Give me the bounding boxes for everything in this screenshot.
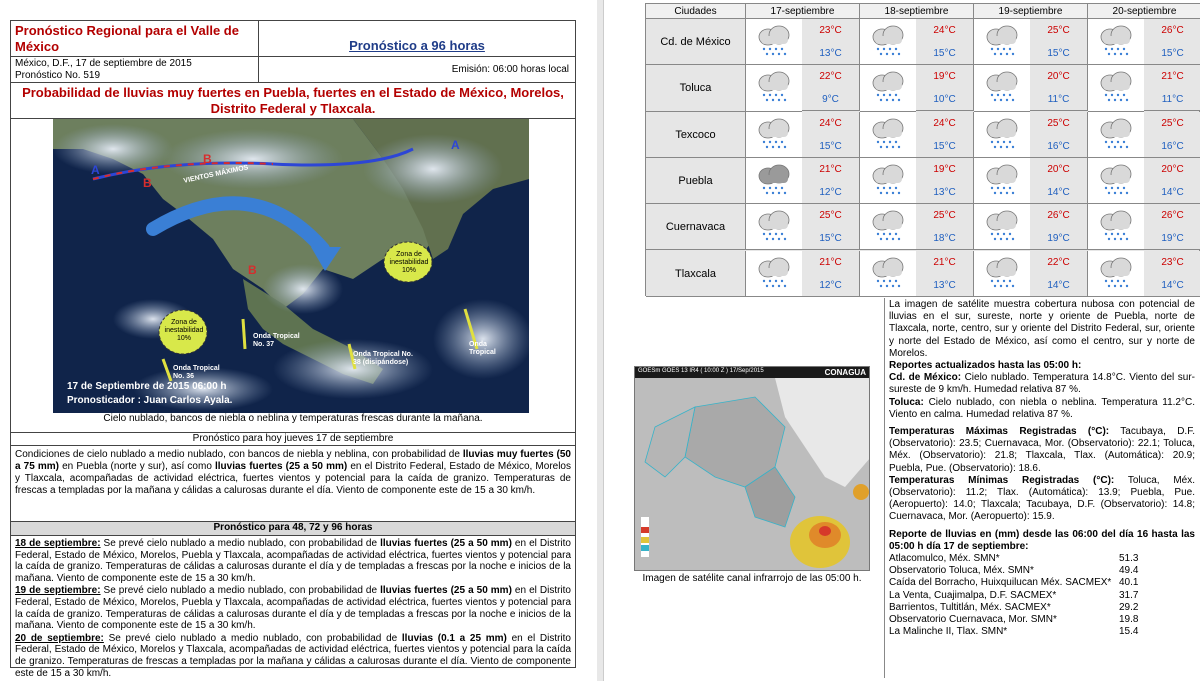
cloud-rain-icon — [982, 25, 1022, 59]
cloud-rain-icon — [754, 210, 794, 244]
min-temp: 10°C — [916, 88, 974, 111]
document-title: Pronóstico Regional para el Valle de México — [11, 21, 259, 57]
satellite-map-graphic — [53, 119, 529, 413]
today-bold-2: lluvias fuertes (25 a 50 mm) — [214, 461, 348, 472]
cdmx-text: Cielo nublado. Temperatura 14.8°C. Viento del sur-sureste de 9 km/h. Humedad relativa 87 %. — [889, 372, 1195, 396]
min-temp: 19°C — [1030, 227, 1088, 250]
forecaster-stamp: Pronosticador : Juan Carlos Ayala. — [67, 395, 233, 406]
cloud-storm-icon — [746, 158, 802, 204]
min-temp: 15°C — [802, 135, 860, 158]
cloud-rain-icon — [1096, 118, 1136, 152]
cloud-rain-icon — [1088, 251, 1144, 297]
cloud-rain-icon — [860, 158, 916, 204]
max-temp: 24°C — [916, 19, 974, 42]
min-temperatures — [889, 475, 1195, 524]
rain-value: 29.2 — [1119, 601, 1139, 613]
max-temp: 20°C — [1144, 158, 1200, 181]
city-name: Puebla — [646, 158, 746, 204]
cloud-rain-icon — [1088, 158, 1144, 204]
min-temp: 13°C — [916, 274, 974, 297]
max-temp: 23°C — [1144, 251, 1200, 274]
min-temp: 19°C — [1144, 227, 1200, 250]
svg-text:B: B — [248, 263, 257, 277]
cloud-rain-icon — [1088, 204, 1144, 250]
day-text-1: Se prevé cielo nublado a medio nublado, con probabilidad de — [100, 538, 381, 549]
day-text-1: Se prevé cielo nublado a medio nublado, con probabilidad de — [100, 585, 381, 597]
min-temp: 15°C — [1030, 42, 1088, 65]
satellite-ir-caption: Imagen de satélite canal infrarrojo de las 05:00 h. — [642, 573, 862, 584]
min-temp: 11°C — [1030, 88, 1088, 111]
satellite-caption: Cielo nublado, bancos de niebla o neblina y temperaturas frescas durante la mañana. — [103, 413, 483, 424]
min-temperatures-label: Temperaturas Mínimas Registradas (°C): — [889, 474, 1115, 486]
min-temp: 16°C — [1144, 135, 1200, 158]
rain-report-title: Reporte de lluvias en (mm) desde las 06:00 del día 16 hasta las 05:00 h día 17 de septiembre: — [889, 528, 1195, 552]
wave-37-label: Onda Tropical No. 37 — [253, 333, 300, 348]
max-temp: 24°C — [916, 112, 974, 135]
date-header: 17-septiembre — [746, 4, 860, 19]
satellite-ir-image — [634, 366, 870, 571]
cloud-rain-icon — [860, 204, 916, 250]
cloud-rain-icon — [982, 257, 1022, 291]
rain-value: 51.3 — [1119, 553, 1139, 565]
max-temp: 20°C — [1030, 65, 1088, 88]
day-text-2: en el Distrito Federal, Estado de México, Morelos, Puebla y Tlaxcala, acompañadas de actividad eléctrica, fuertes vientos y potencial para la caída de granizo. Temperaturas de cálidas a calurosas durante el día y de templadas a frescas por la noche e inicios de la mañana. Viento de componente este de 15 a 30 km/h. — [15, 538, 571, 584]
max-temp: 21°C — [802, 158, 860, 181]
max-temp: 26°C — [1030, 204, 1088, 227]
cloud-rain-icon — [746, 251, 802, 297]
cloud-rain-icon — [860, 19, 916, 65]
min-temp: 15°C — [1144, 42, 1200, 65]
min-temp: 15°C — [916, 135, 974, 158]
cloud-rain-icon — [754, 257, 794, 291]
rain-row — [889, 565, 1195, 577]
cloud-rain-icon — [746, 204, 802, 250]
day-label: 18 de septiembre: — [15, 538, 101, 549]
max-temp: 21°C — [802, 251, 860, 274]
cloud-rain-icon — [754, 25, 794, 59]
outlook-text — [11, 536, 575, 679]
cloud-rain-icon — [868, 164, 908, 198]
rain-row — [889, 590, 1195, 602]
date-header: 20-septiembre — [1088, 4, 1200, 19]
satellite-section — [11, 119, 575, 432]
max-temp: 26°C — [1144, 204, 1200, 227]
svg-text:A: A — [91, 163, 100, 177]
min-temp: 12°C — [802, 274, 860, 297]
max-temp: 25°C — [1144, 112, 1200, 135]
outlook-title: Pronóstico para 48, 72 y 96 horas — [11, 522, 575, 536]
satellite-map — [53, 119, 529, 413]
svg-text:B: B — [203, 152, 212, 166]
rain-value: 49.4 — [1119, 565, 1139, 577]
cloud-rain-icon — [746, 112, 802, 158]
cloud-rain-icon — [1096, 164, 1136, 198]
min-temp: 12°C — [802, 181, 860, 204]
forecast-table — [645, 3, 1200, 296]
cdmx-report — [889, 372, 1195, 396]
observations-report — [884, 298, 1199, 678]
max-temp: 25°C — [802, 204, 860, 227]
cities-header: Ciudades — [646, 4, 746, 19]
city-name: Cd. de México — [646, 19, 746, 65]
rain-value: 15.4 — [1119, 626, 1139, 638]
day-label: 19 de septiembre: — [15, 585, 101, 597]
max-temperatures-text: Tacubaya, D.F. (Observatorio): 23.5; Cuernavaca, Mor. (Observatorio): 22.1; Toluca, Méx. (Observatorio): 21.8; Tlaxcala, Tlax. (Automática): 20.9; Puebla, Pue. (Observatorio): 18.6. — [889, 426, 1195, 474]
cloud-rain-icon — [1096, 25, 1136, 59]
max-temp: 21°C — [916, 251, 974, 274]
rain-row — [889, 614, 1195, 626]
forecast-document — [10, 20, 576, 679]
toluca-label: Toluca: — [889, 396, 924, 408]
rain-value: 40.1 — [1119, 577, 1139, 589]
cloud-rain-icon — [982, 71, 1022, 105]
min-temp: 14°C — [1144, 274, 1200, 297]
today-text-2: en Puebla (norte y sur), así como — [59, 461, 215, 472]
day-bold: lluvias fuertes (25 a 50 mm) — [380, 538, 512, 549]
rain-row — [889, 626, 1195, 638]
rain-report-list — [889, 553, 1195, 638]
max-temp: 26°C — [1144, 19, 1200, 42]
today-text-3: en el Distrito Federal, Estado de México, Morelos y Tlaxcala, acompañadas de actividad eléctrica, fuertes vientos y potencial para la caída de granizo. Temperaturas de frescas a templadas por la mañana y cálidas a calurosas durante el día. Viento de componente este de 15 a 30 km/h. — [15, 461, 571, 496]
cloud-rain-icon — [746, 19, 802, 65]
instability-zone-gulf-label: Zona de inestabilidad 10% — [389, 251, 429, 274]
cloud-rain-icon — [1088, 112, 1144, 158]
min-temp: 15°C — [802, 227, 860, 250]
forecast-number: Pronóstico No. 519 — [15, 70, 101, 81]
toluca-text: Cielo nublado, con niebla o neblina. Temperatura 11.2°C. Viento en calma. Humedad relativa 87 %. — [889, 396, 1195, 420]
outlook-day-20 — [15, 633, 571, 679]
cloud-rain-icon — [974, 19, 1030, 65]
cloud-rain-icon — [1096, 71, 1136, 105]
today-text-1: Condiciones de cielo nublado a medio nublado, con bancos de niebla y neblina, con probabilidad de — [15, 449, 463, 460]
satellite-ir-header: GOESm GOES 13 IR4 ( 10:00 Z ) 17/Sep/2015 — [638, 368, 764, 374]
max-temp: 25°C — [1030, 112, 1088, 135]
left-page — [0, 0, 597, 681]
date-block — [11, 57, 259, 83]
rain-station: La Venta, Cuajimalpa, D.F. SACMEX* — [889, 589, 1057, 601]
max-temp: 25°C — [1030, 19, 1088, 42]
cloud-rain-icon — [868, 210, 908, 244]
rain-row — [889, 602, 1195, 614]
day-label: 20 de septiembre: — [15, 632, 104, 644]
cloud-rain-icon — [1096, 210, 1136, 244]
rain-station: La Malinche II, Tlax. SMN* — [889, 626, 1008, 638]
wave-38-label: Onda Tropical No. 38 (disipándose) — [353, 351, 413, 366]
cloud-rain-icon — [982, 210, 1022, 244]
max-temp: 22°C — [1030, 251, 1088, 274]
svg-text:A: A — [451, 138, 460, 152]
rain-row — [889, 553, 1195, 565]
day-bold: lluvias (0.1 a 25 mm) — [401, 632, 507, 644]
forecast-period-title: Pronóstico a 96 horas — [259, 21, 575, 57]
date-header: 18-septiembre — [860, 4, 974, 19]
cloud-rain-icon — [868, 118, 908, 152]
updated-title: Reportes actualizados hasta las 05:00 h: — [889, 360, 1082, 372]
max-temp: 25°C — [916, 204, 974, 227]
max-temp: 19°C — [916, 65, 974, 88]
outlook-day-18 — [15, 538, 571, 584]
max-temp: 23°C — [802, 19, 860, 42]
min-temp: 18°C — [916, 227, 974, 250]
report-intro: La imagen de satélite muestra cobertura nubosa con potencial de lluvias en el sur, sureste, norte y oriente de Puebla, norte de Tlaxcala, norte, centro, sur y oriente del Distrito Federal, sur, oriente y norte del Estado de México, así como el centro, sur y norte de Morelos. — [889, 299, 1195, 359]
max-temp: 24°C — [802, 112, 860, 135]
cloud-rain-icon — [754, 71, 794, 105]
max-temp: 21°C — [1144, 65, 1200, 88]
conagua-logo: CONAGUA — [824, 368, 866, 377]
cloud-rain-icon — [974, 65, 1030, 111]
cloud-rain-icon — [860, 112, 916, 158]
map-date-stamp: 17 de Septiembre de 2015 06:00 h — [67, 381, 227, 392]
max-temperatures — [889, 426, 1195, 475]
cloud-rain-icon — [754, 118, 794, 152]
cloud-rain-icon — [868, 71, 908, 105]
max-temp: 19°C — [916, 158, 974, 181]
max-temp: 22°C — [802, 65, 860, 88]
rain-station: Atlacomulco, Méx. SMN* — [889, 553, 1000, 565]
wave-36-label: Onda Tropical No. 36 — [173, 365, 220, 380]
min-temp: 11°C — [1144, 88, 1200, 111]
cloud-rain-icon — [746, 65, 802, 111]
min-temp: 14°C — [1144, 181, 1200, 204]
cdmx-label: Cd. de México: — [889, 372, 962, 384]
day-text-2: en el Distrito Federal, Estado de México, Morelos, Puebla y Tlaxcala, acompañadas de actividad eléctrica, fuertes vientos y potencial para la caída de granizo. Temperaturas de cálidas a calurosas durante el día y de templadas a frescas por la noche e inicios de la mañana. Viento de componente este de 15 a 30 km/h. — [15, 585, 571, 632]
cloud-storm-icon — [754, 164, 794, 198]
date-header: 19-septiembre — [974, 4, 1088, 19]
cloud-rain-icon — [974, 158, 1030, 204]
rain-station: Observatorio Toluca, Méx. SMN* — [889, 565, 1034, 577]
min-temp: 13°C — [916, 181, 974, 204]
rain-value: 31.7 — [1119, 589, 1139, 601]
cloud-rain-icon — [1096, 257, 1136, 291]
day-text-2: en el Distrito Federal, Estado de México, Morelos y Tlaxcala, acompañadas de actividad eléctrica, fuertes vientos y potencial para la caída de granizo. Temperaturas de frescas a templadas por la mañana y cálidas a calurosas durante el día. Viento de componente este de 15 a 30 km/h. — [15, 632, 571, 679]
today-forecast-text — [11, 446, 575, 522]
city-name: Toluca — [646, 65, 746, 111]
max-temp: 20°C — [1030, 158, 1088, 181]
cloud-rain-icon — [860, 251, 916, 297]
satellite-ir-graphic — [635, 367, 870, 571]
min-temp: 14°C — [1030, 181, 1088, 204]
wave-tropical-label: Onda Tropical — [469, 341, 496, 356]
city-name: Texcoco — [646, 112, 746, 158]
cloud-rain-icon — [1088, 65, 1144, 111]
instability-zone-pacific-label: Zona de inestabilidad 10% — [164, 319, 204, 342]
right-page — [603, 0, 1200, 681]
rain-station: Caída del Borracho, Huixquilucan Méx. SACMEX* — [889, 577, 1112, 589]
rain-station: Barrientos, Tultitlán, Méx. SACMEX* — [889, 601, 1051, 613]
cloud-rain-icon — [982, 118, 1022, 152]
rain-row — [889, 577, 1195, 589]
cloud-rain-icon — [868, 25, 908, 59]
city-name: Tlaxcala — [646, 251, 746, 297]
cloud-rain-icon — [974, 112, 1030, 158]
max-temperatures-label: Temperaturas Máximas Registradas (°C): — [889, 426, 1110, 438]
winds-label: VIENTOS MÁXIMOS — [182, 164, 250, 185]
cloud-rain-icon — [974, 251, 1030, 297]
svg-text:B: B — [143, 176, 152, 190]
cloud-rain-icon — [982, 164, 1022, 198]
rain-station: Observatorio Cuernavaca, Mor. SMN* — [889, 614, 1057, 626]
min-temperatures-text: Toluca, Méx. (Observatorio): 11.2; Tlax. (Automática): 13.9; Puebla, Pue. (Aeropuerto): 14.0; Tlaxcala; Tacubaya, D.F. (Observatorio): 14.8; Cuernavaca, Mor. (Aeropuerto): 15.9. — [889, 474, 1196, 523]
issue-time: Emisión: 06:00 horas local — [259, 57, 575, 83]
min-temp: 16°C — [1030, 135, 1088, 158]
cloud-rain-icon — [868, 257, 908, 291]
day-text-1: Se prevé cielo nublado a medio nublado, con probabilidad de — [103, 632, 402, 644]
place-date: México, D.F., 17 de septiembre de 2015 — [15, 58, 192, 69]
cloud-rain-icon — [974, 204, 1030, 250]
day-bold: lluvias fuertes (25 a 50 mm) — [380, 585, 512, 597]
cloud-rain-icon — [1088, 19, 1144, 65]
today-bold-1: lluvias muy fuertes (50 a 75 mm) — [15, 449, 571, 472]
rain-value: 19.8 — [1119, 614, 1139, 626]
min-temp: 13°C — [802, 42, 860, 65]
min-temp: 14°C — [1030, 274, 1088, 297]
city-name: Cuernavaca — [646, 204, 746, 250]
today-title: Pronóstico para hoy jueves 17 de septiembre — [11, 432, 575, 446]
outlook-day-19 — [15, 585, 571, 631]
headline: Probabilidad de lluvias muy fuertes en Puebla, fuertes en el Estado de México, Morelos, Distrito Federal y Tlaxcala. — [11, 83, 575, 119]
toluca-report — [889, 397, 1195, 421]
min-temp: 15°C — [916, 42, 974, 65]
cloud-rain-icon — [860, 65, 916, 111]
min-temp: 9°C — [802, 88, 860, 111]
